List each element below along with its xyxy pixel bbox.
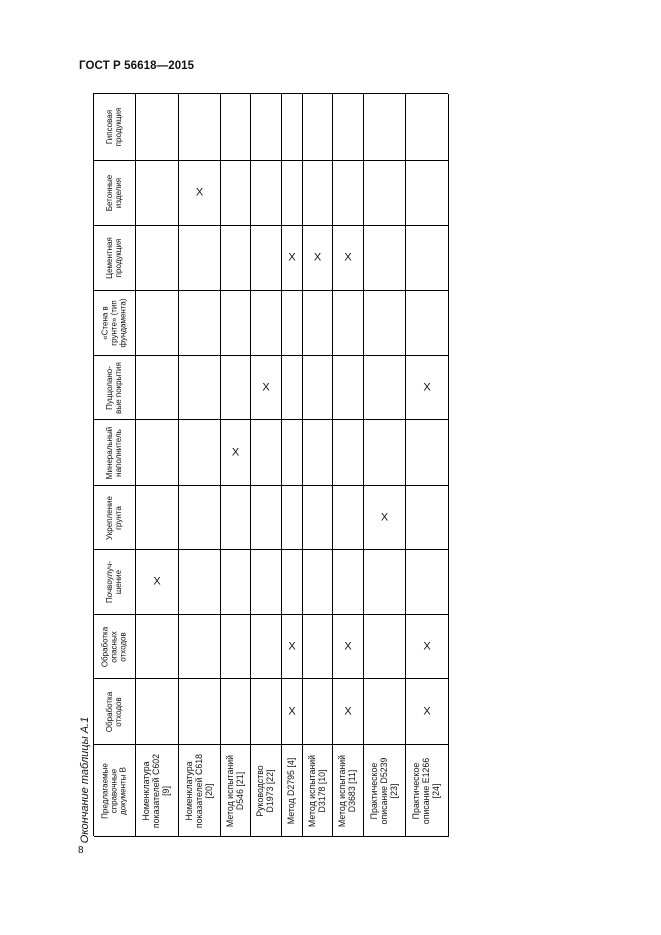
header-cell	[94, 291, 136, 356]
table-cell	[282, 615, 303, 679]
table-cell	[136, 226, 179, 291]
document-name: Номенклатура показателей С602 [9]	[141, 753, 171, 828]
table-cell	[251, 226, 282, 291]
table-cell	[406, 679, 449, 745]
table-cell	[282, 420, 303, 486]
table-cell	[333, 161, 364, 226]
table-cell	[221, 550, 251, 615]
table-cell	[251, 291, 282, 356]
table-cell	[251, 550, 282, 615]
header-label: «Стена в грунте» (тип фундамента)	[100, 298, 127, 348]
document-name-cell	[282, 745, 303, 837]
table-cell	[179, 550, 221, 615]
table-cell	[221, 94, 251, 161]
table-cell	[303, 420, 333, 486]
table-cell	[136, 420, 179, 486]
document-name-cell	[406, 745, 449, 837]
table-cell	[179, 94, 221, 161]
document-name: Практическое описание D5239 [23]	[368, 757, 399, 824]
cross-mark: X	[153, 575, 161, 588]
table-cell	[364, 226, 406, 291]
table-cell	[333, 679, 364, 745]
table-cell	[333, 550, 364, 615]
table-cell	[406, 226, 449, 291]
table-cell	[136, 94, 179, 161]
table-cell	[333, 94, 364, 161]
document-name: Метод испытаний D3683 [11]	[337, 754, 357, 827]
table-cell	[364, 161, 406, 226]
header-cell	[94, 420, 136, 486]
header-cell	[94, 161, 136, 226]
table-cell	[364, 550, 406, 615]
cross-mark: X	[380, 511, 389, 523]
header-label: Бетонные изделия	[104, 174, 123, 212]
table-cell	[303, 615, 333, 679]
document-name: Метод испытаний D3178 [10]	[306, 754, 327, 827]
table-cell	[303, 161, 333, 226]
document-name: Метод D2795 [4]	[286, 757, 297, 824]
table-caption: Окончание таблицы А.1	[79, 716, 91, 844]
cross-mark: X	[288, 705, 296, 717]
table-cell	[282, 486, 303, 550]
table-cell	[136, 486, 179, 550]
table-cell	[303, 291, 333, 356]
table-cell	[282, 679, 303, 745]
header-label: Минеральный наполнитель	[104, 426, 123, 479]
table-cell	[179, 161, 221, 226]
table-cell	[303, 679, 333, 745]
document-header: ГОСТ Р 56618—2015	[79, 60, 195, 72]
table-cell	[406, 615, 449, 679]
table-cell	[303, 356, 333, 420]
table-cell	[179, 226, 221, 291]
table-cell	[179, 291, 221, 356]
table-cell	[179, 615, 221, 679]
table-cell	[303, 226, 333, 291]
header-cell	[94, 356, 136, 420]
document-name-cell	[251, 745, 282, 837]
document-name-cell	[136, 745, 179, 837]
header-label: Предлагаемые справочные документы В	[100, 762, 127, 819]
table-cell	[251, 161, 282, 226]
table-cell	[406, 94, 449, 161]
cross-mark: X	[344, 251, 352, 264]
table-cell	[364, 486, 406, 550]
cross-mark: X	[423, 640, 431, 652]
cross-mark: X	[313, 251, 322, 264]
table-cell	[179, 486, 221, 550]
references-table	[93, 93, 448, 836]
document-name-cell	[303, 745, 333, 837]
table-cell	[333, 226, 364, 291]
table-cell	[221, 226, 251, 291]
header-label: Обработка отходов	[104, 691, 123, 732]
table-cell	[364, 356, 406, 420]
header-label: Обработка опасных отходов	[100, 626, 127, 667]
table-cell	[179, 679, 221, 745]
table-cell	[179, 420, 221, 486]
document-name: Руководство D1973 [22]	[255, 764, 275, 817]
header-label: Укрепление грунта	[104, 495, 123, 540]
cross-mark: X	[423, 381, 431, 393]
table-cell	[221, 615, 251, 679]
header-cell	[94, 486, 136, 550]
cross-mark: X	[262, 381, 270, 393]
header-cell	[94, 550, 136, 615]
table-cell	[333, 291, 364, 356]
table-cell	[136, 679, 179, 745]
table-cell	[221, 486, 251, 550]
table-cell	[221, 356, 251, 420]
table-cell	[221, 161, 251, 226]
table-cell	[303, 486, 333, 550]
cross-mark: X	[231, 446, 240, 458]
table-cell	[364, 679, 406, 745]
table-cell	[406, 486, 449, 550]
cross-mark: X	[344, 705, 352, 717]
table-cell	[303, 94, 333, 161]
table-cell	[406, 356, 449, 420]
table-cell	[251, 356, 282, 420]
table-cell	[251, 420, 282, 486]
table-cell	[333, 486, 364, 550]
document-name-cell	[364, 745, 406, 837]
document-name-cell	[179, 745, 221, 837]
header-label: Почвоулуч- шение	[104, 560, 123, 604]
header-cell	[94, 745, 136, 837]
header-label: Пуццолано- вые покрытия	[104, 361, 123, 414]
table-cell	[282, 161, 303, 226]
table-cell	[364, 420, 406, 486]
table-cell	[282, 356, 303, 420]
table-cell	[406, 161, 449, 226]
header-cell	[94, 94, 136, 161]
table-cell	[282, 550, 303, 615]
document-name-cell	[221, 745, 251, 837]
header-cell	[94, 615, 136, 679]
page-number: 8	[78, 845, 84, 856]
table-cell	[364, 291, 406, 356]
document-name: Практическое описание Е1266 [24]	[411, 757, 441, 824]
table-cell	[406, 420, 449, 486]
table-cell	[221, 679, 251, 745]
table-cell	[333, 420, 364, 486]
table-cell	[333, 356, 364, 420]
header-cell	[94, 226, 136, 291]
document-name: Метод испытаний D546 [21]	[224, 754, 245, 827]
table-cell	[136, 356, 179, 420]
table-cell	[282, 291, 303, 356]
table-cell	[364, 615, 406, 679]
header-label: Гипсовая продукция	[104, 107, 123, 147]
table-cell	[251, 94, 282, 161]
table-cell	[136, 550, 179, 615]
cross-mark: X	[344, 640, 352, 652]
cross-mark: X	[195, 186, 204, 199]
table-cell	[221, 291, 251, 356]
table-cell	[282, 226, 303, 291]
table-cell	[406, 550, 449, 615]
table-cell	[251, 615, 282, 679]
document-name: Номенклатура показателей С618 [20]	[183, 753, 214, 828]
table-cell	[406, 291, 449, 356]
table-cell	[136, 161, 179, 226]
table-cell	[136, 291, 179, 356]
table-cell	[179, 356, 221, 420]
table-cell	[221, 420, 251, 486]
table-cell	[303, 550, 333, 615]
header-cell	[94, 679, 136, 745]
header-label: Цементная продукция	[104, 237, 123, 279]
table-cell	[136, 615, 179, 679]
table-cell	[282, 94, 303, 161]
table-cell	[251, 486, 282, 550]
cross-mark: X	[288, 640, 296, 652]
table-cell	[333, 615, 364, 679]
cross-mark: X	[288, 251, 296, 264]
table-cell	[364, 94, 406, 161]
table-cell	[251, 679, 282, 745]
cross-mark: X	[423, 705, 431, 717]
document-name-cell	[333, 745, 364, 837]
